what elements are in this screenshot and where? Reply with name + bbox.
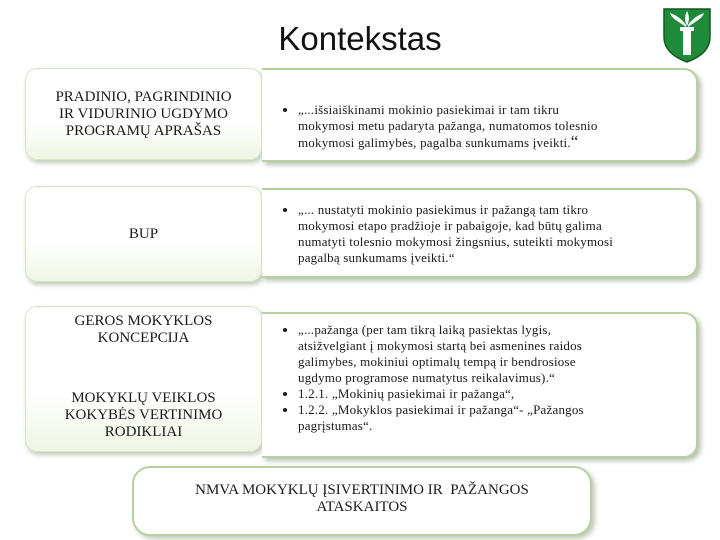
- list-item: • „... nustatyti mokinio pasiekimus ir pažangą tam tikro mokymosi etapo pradžioje ir pabaigoje, kad būtų galima numatyti tolesnio mokymosi žingsnius, suteikti mokymosi pagalbą sunkumams įveikti.“: [298, 202, 688, 266]
- left-box-indicators-line2: KOKYBĖS VERTINIMO: [64, 407, 223, 423]
- bottom-box-nmva: [132, 466, 592, 536]
- left-box-programs-line1: PRADINIO, PAGRINDINIO: [55, 88, 232, 105]
- left-box-concept-line1: GEROS MOKYKLOS: [74, 313, 213, 329]
- slide-title: Kontekstas: [278, 20, 442, 57]
- list-item: • „...išsiaiškinami mokinio pasiekimai ir tam tikru mokymosi metu padaryta pažanga, numatomos tolesnio mokymosi galimybės, pagalba sunkumams įveikti.“: [298, 102, 688, 151]
- left-box-programs: [25, 68, 262, 160]
- left-box-concept-line2: KONCEPCIJA: [97, 330, 190, 346]
- left-box-indicators-line3: RODIKLIAI: [104, 424, 183, 440]
- left-box-bup: [25, 186, 262, 282]
- right-box-2: [262, 188, 698, 278]
- municipal-crest-icon: [662, 7, 712, 63]
- right-box-1: [262, 68, 698, 162]
- left-box-bup-text: BUP: [128, 226, 159, 242]
- left-box-indicators-line1: MOKYKLŲ VEIKLOS: [71, 390, 216, 406]
- left-box-school-concept: [25, 306, 262, 452]
- bottom-box-line1: NMVA MOKYKLŲ ĮSIVERTINIMO IR PAŽANGOS: [195, 482, 529, 498]
- list-item: • 1.2.1. „Mokinių pasiekimai ir pažanga“,: [298, 386, 688, 402]
- right-box-3: [262, 312, 698, 458]
- list-item: • „...pažanga (per tam tikrą laiką pasiektas lygis, atsižvelgiant į mokymosi startą bei asmenines raidos galimybes, mokiniui optimalų tempą ir bendrosiose ugdymo programose numatytus reikalavimus).“: [298, 322, 688, 386]
- bottom-box-line2: ATASKAITOS: [316, 499, 408, 515]
- left-box-programs-line2: IR VIDURINIO UGDYMO: [59, 105, 228, 122]
- list-item: • 1.2.2. „Mokyklos pasiekimai ir pažanga“- „Pažangos pagrįstumas“.: [298, 402, 688, 434]
- left-box-programs-line3: PROGRAMŲ APRAŠAS: [65, 122, 222, 139]
